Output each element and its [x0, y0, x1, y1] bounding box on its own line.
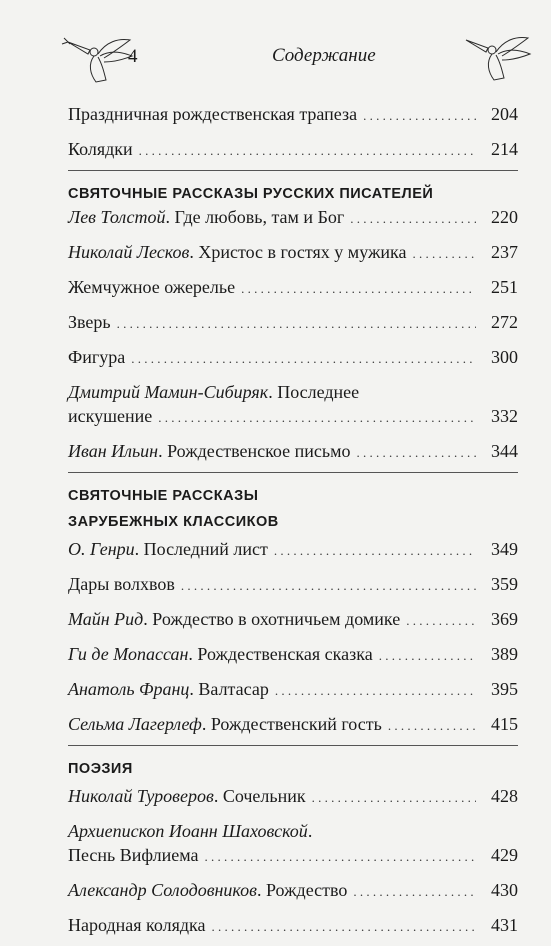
table-of-contents	[68, 98, 518, 946]
toc-entry	[68, 913, 518, 939]
leader-dots	[204, 845, 476, 869]
toc-entry-title: . Последний лист	[134, 539, 268, 559]
toc-entry-title: Колядки	[68, 139, 133, 159]
toc-section-foreign	[68, 473, 518, 746]
leader-dots	[413, 242, 477, 266]
toc-entry-title: . Христос в гостях у мужика	[189, 242, 407, 262]
leader-dots	[158, 406, 476, 430]
toc-section-poetry	[68, 746, 518, 946]
toc-entry-title: Песнь Вифлиема	[68, 845, 199, 865]
toc-entry-page: 344	[491, 441, 518, 461]
author-name: Иван Ильин	[68, 441, 159, 461]
toc-section-russian	[68, 171, 518, 473]
toc-entry	[68, 102, 518, 128]
toc-entry-page: 389	[491, 644, 518, 664]
section-heading-continued: ЗАРУБЕЖНЫХ КЛАССИКОВ	[68, 514, 279, 530]
toc-entry-page: 369	[491, 609, 518, 629]
toc-entry-title: . Рождественский гость	[201, 714, 382, 734]
toc-entry-page: 251	[491, 277, 518, 297]
running-header-title: Содержание	[272, 45, 376, 66]
toc-entry	[68, 345, 518, 371]
toc-entry-page: 349	[491, 539, 518, 559]
leader-dots	[181, 574, 476, 598]
toc-entry-page: 430	[491, 880, 518, 900]
toc-entry-page: 429	[491, 845, 518, 865]
toc-entry-title: Жемчужное ожерелье	[68, 277, 236, 297]
toc-entry-page: 431	[491, 915, 518, 935]
leader-dots	[363, 104, 476, 128]
author-name: Ги де Мопассан	[68, 644, 189, 664]
leader-dots	[139, 139, 476, 163]
leader-dots	[406, 609, 476, 633]
leader-dots	[379, 644, 476, 668]
leader-dots	[388, 714, 476, 738]
page-number: 4	[128, 46, 138, 67]
section-heading: ПОЭЗИЯ	[68, 761, 133, 777]
angel-with-trumpet-icon	[458, 30, 538, 85]
author-name: Архиепископ Иоанн Шаховской	[68, 821, 308, 841]
leader-dots	[357, 441, 477, 465]
author-name: Николай Туроверов	[68, 786, 214, 806]
toc-entry-page: 214	[491, 139, 518, 159]
section-heading: СВЯТОЧНЫЕ РАССКАЗЫ	[68, 488, 259, 504]
leader-dots	[131, 347, 476, 371]
toc-entry	[68, 677, 518, 703]
toc-entry	[68, 537, 518, 563]
author-name: Анатоль Франц	[68, 679, 190, 699]
toc-entry	[68, 439, 518, 465]
section-heading: СВЯТОЧНЫЕ РАССКАЗЫ РУССКИХ ПИСАТЕЛЕЙ	[68, 186, 434, 202]
toc-entry	[68, 878, 518, 904]
toc-entry-title: Дары волхвов	[68, 574, 175, 594]
toc-entry-page: 272	[491, 312, 518, 332]
toc-entry-title-continued: искушение	[68, 406, 153, 426]
toc-entry-title: . Последнее	[268, 382, 360, 402]
toc-entry-page: 237	[491, 242, 518, 262]
toc-entry-title: . Рождество в охотничьем домике	[143, 609, 401, 629]
author-name: Майн Рид	[68, 609, 144, 629]
toc-entry-title: . Сочельник	[213, 786, 306, 806]
leader-dots	[350, 207, 476, 231]
leader-dots	[117, 312, 476, 336]
author-name: О. Генри	[68, 539, 135, 559]
toc-entry-title: . Рождественское письмо	[158, 441, 351, 461]
toc-entry-page: 395	[491, 679, 518, 699]
toc-entry	[68, 380, 518, 430]
leader-dots	[274, 539, 476, 563]
punctuation: .	[307, 821, 313, 841]
toc-entry	[68, 784, 518, 810]
toc-entry-page: 204	[491, 104, 518, 124]
author-name: Лев Толстой	[68, 207, 166, 227]
toc-entry-page: 332	[491, 406, 518, 426]
toc-entry	[68, 607, 518, 633]
leader-dots	[353, 880, 476, 904]
toc-entry	[68, 310, 518, 336]
author-name: Сельма Лагерлеф	[68, 714, 202, 734]
toc-entry-page: 428	[491, 786, 518, 806]
author-name: Александр Солодовников	[68, 880, 257, 900]
toc-entry-title: Зверь	[68, 312, 111, 332]
toc-entry-title: . Рождество	[256, 880, 348, 900]
toc-entry	[68, 240, 518, 266]
toc-entry-title: . Валтасар	[189, 679, 269, 699]
toc-entry	[68, 275, 518, 301]
toc-entry	[68, 137, 518, 163]
toc-entry	[68, 712, 518, 738]
toc-entry-title: Праздничная рождественская трапеза	[68, 104, 358, 124]
toc-entry	[68, 205, 518, 231]
toc-entry-page: 220	[491, 207, 518, 227]
toc-entry-page: 300	[491, 347, 518, 367]
toc-entry-page: 359	[491, 574, 518, 594]
toc-entry-title: Фигура	[68, 347, 126, 367]
leader-dots	[312, 786, 476, 810]
toc-entry	[68, 819, 518, 869]
toc-entry	[68, 572, 518, 598]
author-name: Николай Лесков	[68, 242, 190, 262]
toc-entry-title: . Рождественская сказка	[188, 644, 373, 664]
leader-dots	[241, 277, 476, 301]
toc-entry	[68, 642, 518, 668]
toc-block-intro	[68, 98, 518, 171]
angel-with-trumpet-icon	[58, 30, 138, 85]
toc-entry-title: Народная колядка	[68, 915, 206, 935]
toc-entry-page: 415	[491, 714, 518, 734]
author-name: Дмитрий Мамин-Сибиряк	[68, 382, 269, 402]
toc-entry-title: . Где любовь, там и Бог	[165, 207, 345, 227]
page-header	[0, 26, 551, 96]
leader-dots	[212, 915, 476, 939]
leader-dots	[275, 679, 476, 703]
